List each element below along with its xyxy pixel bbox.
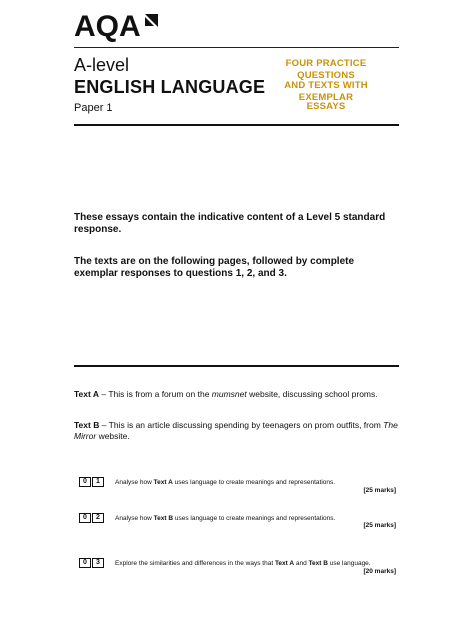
- text-a-label: Text A: [74, 389, 100, 399]
- header-top-rule: [74, 47, 399, 48]
- question-bold: Text A: [274, 560, 295, 567]
- text-a-description: [74, 389, 399, 400]
- question-text-1: [115, 479, 399, 487]
- text-b-source: The Mirror: [74, 420, 398, 441]
- logo-mark-icon: [143, 12, 159, 28]
- question-marks-2: [25 marks]: [363, 522, 396, 529]
- text-b-pre: – This is an article discussing spending by teenagers on prom outfits, from: [99, 420, 384, 430]
- logo-text: AQA: [74, 10, 141, 43]
- subject-title: ENGLISH LANGUAGE: [74, 77, 266, 97]
- question-digit: 0: [79, 513, 91, 523]
- header-bottom-rule: [74, 124, 399, 126]
- question-number-box-3: [79, 558, 105, 568]
- paper-label: Paper 1: [74, 102, 113, 114]
- ribbon-line-3: ESSAYS: [306, 101, 346, 112]
- ribbon-line-1: FOUR PRACTICE QUESTIONS: [285, 58, 367, 81]
- text-a-site: mumsnet: [211, 389, 247, 399]
- question-marks-3: [20 marks]: [363, 568, 396, 575]
- question-pre: Analyse how: [115, 515, 154, 522]
- question-mid: and: [294, 560, 309, 567]
- text-a-post: website, discussing school proms.: [246, 389, 378, 399]
- question-post: uses language to create meanings and representations.: [172, 479, 336, 486]
- question-digit: 0: [79, 558, 91, 568]
- question-digit: 1: [92, 477, 104, 487]
- aqa-logo: [74, 8, 159, 42]
- question-pre: Explore the similarities and differences in the ways that: [115, 560, 275, 567]
- question-pre: Analyse how: [115, 479, 154, 486]
- question-number-box-1: [79, 477, 105, 487]
- question-digit: 0: [79, 477, 91, 487]
- text-a-pre: – This is from a forum on the: [99, 389, 212, 399]
- intro-paragraph-2: The texts are on the following pages, followed by complete exemplar responses to questions 1, 2, and 3.: [74, 256, 355, 279]
- section-rule: [74, 365, 399, 367]
- qualification-level: A-level: [74, 55, 130, 75]
- text-b-description: [74, 420, 399, 442]
- question-digit: 3: [92, 558, 104, 568]
- question-marks-1: [25 marks]: [363, 487, 396, 494]
- question-bold: Text B: [308, 560, 328, 567]
- question-text-3: [115, 560, 399, 568]
- intro-paragraph-1: These essays contain the indicative content of a Level 5 standard response.: [74, 212, 386, 235]
- question-digit: 2: [92, 513, 104, 523]
- question-post: uses language to create meanings and representations.: [173, 515, 336, 522]
- question-bold: Text A: [153, 479, 173, 486]
- ribbon-line-2: AND TEXTS WITH EXEMPLAR: [284, 80, 368, 103]
- question-bold: Text B: [153, 515, 174, 522]
- text-b-label: Text B: [74, 420, 100, 430]
- text-b-post: website.: [96, 431, 130, 441]
- question-post: use language.: [327, 560, 371, 567]
- question-number-box-2: [79, 513, 105, 523]
